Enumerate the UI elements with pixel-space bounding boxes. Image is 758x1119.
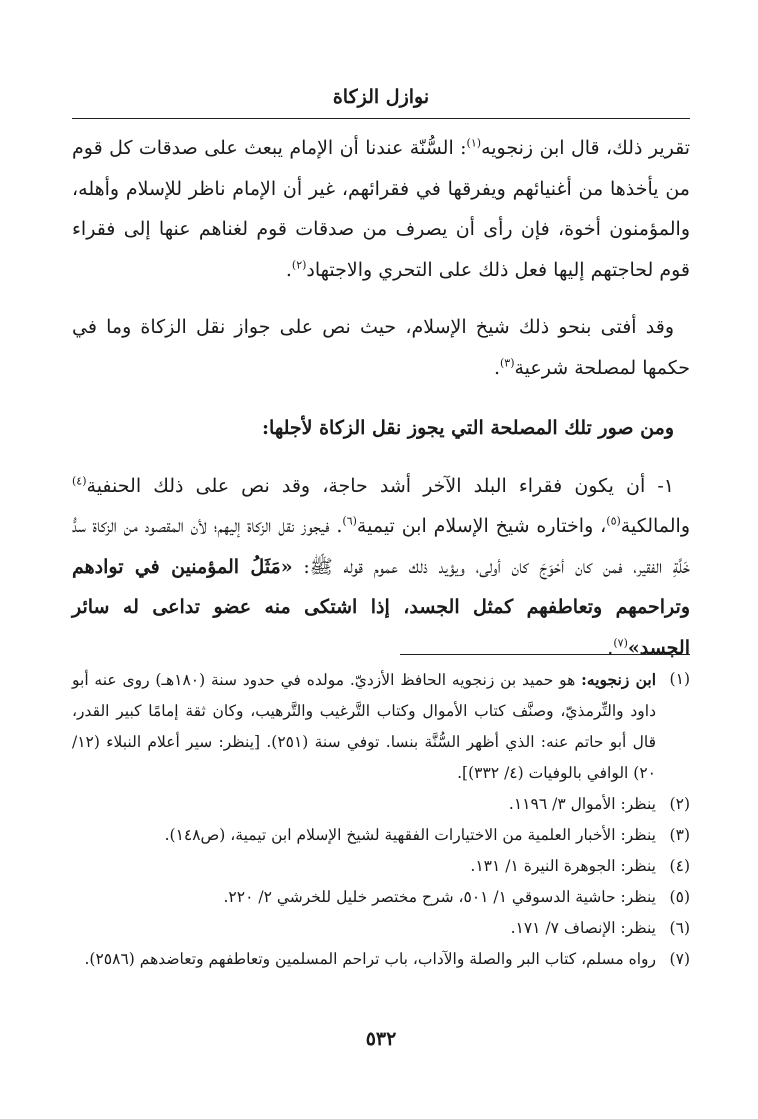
paragraph-3-text-c: ، واختاره شيخ الإسلام ابن تيمية: [356, 515, 607, 537]
paragraph-1-text-b: : السُّنّة عندنا أن الإمام يبعث على صدقات كل قوم من يأخذها من أغنيائهم ويفرقها في فقرائهم، غير أن الإمام ناظر للإسلام وأهله، والمؤمنون أخوة، فإن رأى أن يصرف من صدقات قوم لغناهم عنها إلى فقراء قوم لحاجتهم إليها فعل ذلك على التحري والاجتهاد: [72, 137, 690, 281]
footnote-number: (٣): [669, 826, 690, 844]
paragraph-2: [72, 307, 690, 388]
paragraph-3: [72, 466, 690, 669]
paragraph-3-text-e: .: [607, 636, 614, 659]
footnote-number: (٦): [669, 919, 690, 937]
paragraph-3-text-a: ١- أن يكون فقراء البلد الآخر أشد حاجة، وقد نص على ذلك الحنفية: [86, 474, 674, 497]
book-page: [72, 0, 690, 1119]
main-text: [72, 128, 690, 668]
footnote-ref-6[interactable]: (٦): [342, 514, 357, 528]
page-number: ٥٣٢: [365, 1028, 397, 1050]
footnote-number: (٥): [669, 888, 690, 906]
footnote-number: (٤): [669, 857, 690, 875]
header-rule: [72, 118, 690, 119]
footnote-ref-1[interactable]: (١): [466, 136, 482, 150]
footnote-6: [72, 913, 690, 944]
footnote-ref-2[interactable]: (٢): [291, 258, 307, 272]
footnote-body: ينظر: الإنصاف ٧/ ١٧١.: [510, 919, 656, 937]
paragraph-2-text-b: .: [493, 356, 500, 379]
footnote-number: (٧): [669, 950, 690, 968]
footnotes-list: [72, 664, 690, 975]
footnote-number: (١): [669, 670, 690, 688]
footnote-2: [72, 789, 690, 820]
footnote-ref-7[interactable]: (٧): [613, 636, 628, 650]
footnote-body: رواه مسلم، كتاب البر والصلة والآداب، باب تراحم المسلمين وتعاطفهم وتعاضدهم (٢٥٨٦).: [84, 950, 656, 968]
footnote-body: ينظر: حاشية الدسوقي ١/ ٥٠١، شرح مختصر خليل للخرشي ٢/ ٢٢٠.: [223, 888, 656, 906]
footnote-body: ينظر: الجوهرة النيرة ١/ ١٣١.: [470, 857, 656, 875]
footnote-name: ابن زنجويه:: [581, 670, 656, 689]
footnote-body: ينظر: الأموال ٣/ ١١٩٦.: [508, 795, 656, 813]
footnote-5: [72, 882, 690, 913]
section-heading: ومن صور تلك المصلحة التي يجوز نقل الزكاة لأجلها:: [262, 417, 674, 439]
footnote-1: [72, 664, 690, 789]
footnote-ref-4[interactable]: (٤): [72, 474, 87, 488]
footnote-7: [72, 944, 690, 975]
footnote-body: هو حميد بن زنجويه الحافظ الأزديّ. مولده في حدود سنة (١٨٠هـ) روى عنه أبو داود والتِّرمذيّ، وصنَّف كتاب الأموال وكتاب التَّرغيب والتَّرهيب، وكان ثقة إمامًا كبير القدر، قال أبو حاتم عنه: الذي أظهر السُّنَّة بنسا. توفي سنة (٢٥١). [ينظر: سير أعلام النبلاء (١٢/ ٢٠) الوافي بالوفيات (٤/ ٣٣٢)].: [72, 671, 656, 782]
footnote-4: [72, 851, 690, 882]
footnote-body: ينظر: الأخبار العلمية من الاختيارات الفقهية لشيخ الإسلام ابن تيمية، (ص١٤٨).: [164, 826, 656, 844]
paragraph-1: [72, 128, 690, 290]
running-head-title: نوازل الزكاة: [332, 86, 430, 108]
footnote-3: [72, 820, 690, 851]
footnote-number: (٢): [669, 795, 690, 813]
paragraph-1-text-a: تقرير ذلك، قال ابن زنجويه: [481, 137, 690, 159]
footnote-separator: [400, 654, 690, 655]
paragraph-3-text-b: والمالكية: [620, 515, 690, 537]
hadith-quote: «مَثَلُ المؤمنين في توادهم وتراحمهم وتعاطفهم كمثل الجسد، إذا اشتكى منه عضو تداعى له سائر الجسد»: [72, 555, 690, 659]
footnote-ref-3[interactable]: (٣): [499, 356, 515, 370]
footnote-ref-5[interactable]: (٥): [606, 514, 621, 528]
paragraph-1-text-c: .: [285, 258, 292, 281]
paragraph-2-text-a: وقد أفتى بنحو ذلك شيخ الإسلام، حيث نص على جواز نقل الزكاة وما في حكمها لمصلحة شرعية: [72, 316, 690, 379]
footnote-text: [72, 664, 656, 789]
paragraph-3-text-d: . فيجوز نقل الزكاة إليهم؛ لأن المقصود من الزكاة سدُّ خَلَّةِ الفقير، فمن كان أحْوَجَ كان أولى، ويؤيد ذلك عموم قوله ﷺ:: [72, 515, 691, 578]
